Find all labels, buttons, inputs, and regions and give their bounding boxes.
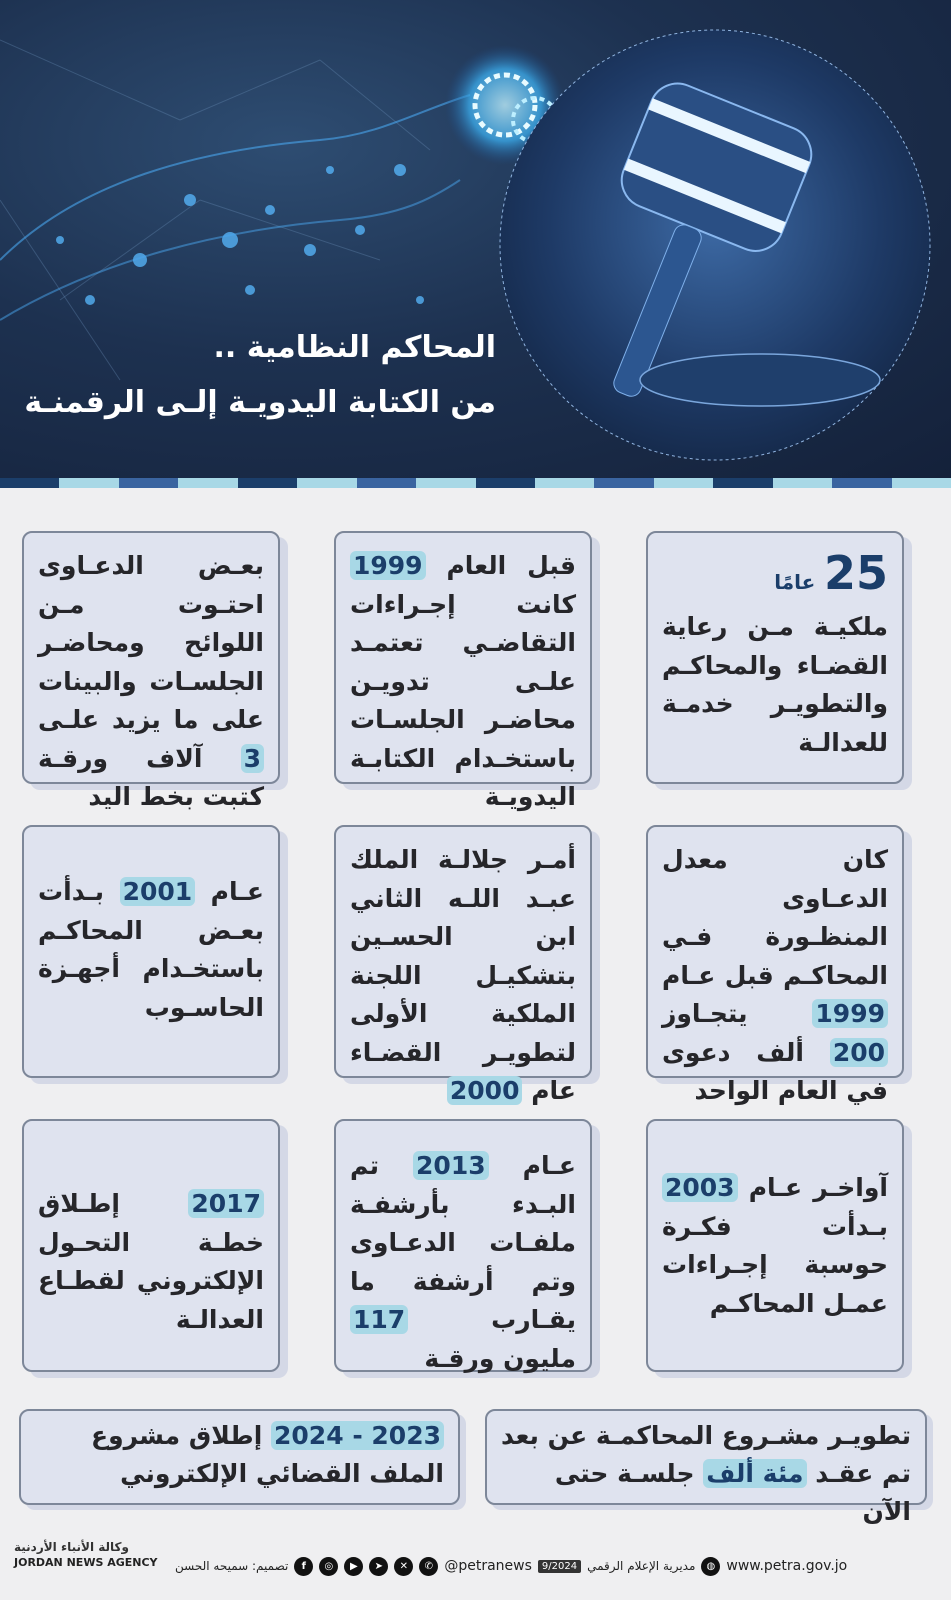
- instagram-icon[interactable]: ◎: [319, 1557, 338, 1576]
- globe-icon: ◍: [701, 1557, 720, 1576]
- x-icon[interactable]: ✕: [394, 1557, 413, 1576]
- telegram-icon[interactable]: ➤: [369, 1557, 388, 1576]
- designer-credit: تصميم: سميحه الحسن: [175, 1559, 289, 1573]
- hero-banner: [0, 0, 951, 478]
- fact-card-2001: عـام 2001 بـدأت بعـض المحاكـم باستخـدام أجهـزة الحاسـوب: [22, 825, 280, 1078]
- page-subtitle: من الكتابة اليدويـة إلـى الرقمنـة: [24, 385, 496, 420]
- year-highlight: 2003: [662, 1173, 738, 1202]
- big-number: 25: [823, 546, 888, 600]
- number-highlight: 117: [350, 1305, 408, 1334]
- number-highlight: 200: [830, 1038, 888, 1067]
- year-highlight: 1999: [812, 999, 888, 1028]
- number-highlight: 3: [241, 744, 264, 773]
- year-highlight: 2023 - 2024: [271, 1421, 444, 1450]
- fact-card-remote-trials: تطويـر مشـروع المحاكمـة عن بعد تم عقـد مئة ألف جلسـة حتى الآن: [485, 1409, 927, 1505]
- website-link[interactable]: www.petra.gov.jo: [726, 1558, 848, 1574]
- year-highlight: 2001: [120, 877, 196, 906]
- whatsapp-icon[interactable]: ✆: [419, 1557, 438, 1576]
- fact-card-2017: 2017 إطـلاق خطـة التحـول الإلكتروني لقطـاع العدالـة: [22, 1119, 280, 1372]
- color-stripe: [0, 478, 951, 488]
- directorate-name: مديرية الإعلام الرقمي: [587, 1559, 696, 1573]
- fact-card-1999: قبل العام 1999 كانت إجـراءات التقاضـي تعتمـد علـى تدويـن محاضـر الجلسـات باستخـدام الكتابـة اليدويـة: [334, 531, 592, 784]
- number-highlight: مئة ألف: [703, 1459, 806, 1488]
- fact-card-200k-cases: كان معدل الدعـاوى المنظـورة فـي المحاكـم قبل عـام 1999 يتجـاوز 200 ألف دعوى في العام الواحد: [646, 825, 904, 1078]
- date-badge: 9/2024: [538, 1560, 581, 1573]
- footer-bar: [175, 1556, 847, 1576]
- fact-card-2000-committee: أمـر جلالـة الملك عبـد اللـه الثاني ابن الحسـين بتشكيـل اللجنة الملكية الأولى لتطويـر القضـاء عام 2000: [334, 825, 592, 1078]
- fact-card-25-years: 25 عامًا ملكيـة مـن رعاية القضـاء والمحاكـم والتطويـر خدمـة للعدالـة: [646, 531, 904, 784]
- fact-card-2013: عـام 2013 تم البـدء بأرشفـة ملفـات الدعـاوى وتم أرشفة ما يقـارب 117 مليون ورقـة: [334, 1119, 592, 1372]
- year-highlight: 2013: [413, 1151, 489, 1180]
- agency-name-english: JORDAN NEWS AGENCY: [14, 1556, 158, 1569]
- fact-card-2003: آواخـر عـام 2003 بـدأت فكـرة حوسبة إجـراءات عمـل المحاكـم: [646, 1119, 904, 1372]
- year-highlight: 2017: [188, 1189, 264, 1218]
- agency-name-arabic: وكالة الأنباء الأردنية: [14, 1540, 129, 1554]
- fact-card-2023-2024: 2023 - 2024 إطلاق مشروع الملف القضائي الإلكتروني: [19, 1409, 460, 1505]
- year-highlight: 2000: [447, 1076, 523, 1105]
- year-highlight: 1999: [350, 551, 426, 580]
- facebook-icon[interactable]: f: [294, 1557, 313, 1576]
- social-handle[interactable]: @petranews: [444, 1558, 532, 1574]
- fact-card-3000-pages: بعـض الدعـاوى احتـوت مـن اللوائح ومحاضـر الجلسـات والبينات على ما يزيد علـى 3 آلاف ورقـة كتبت بخط اليد: [22, 531, 280, 784]
- youtube-icon[interactable]: ▶: [344, 1557, 363, 1576]
- page-title: المحاكم النظامية ..: [213, 330, 496, 365]
